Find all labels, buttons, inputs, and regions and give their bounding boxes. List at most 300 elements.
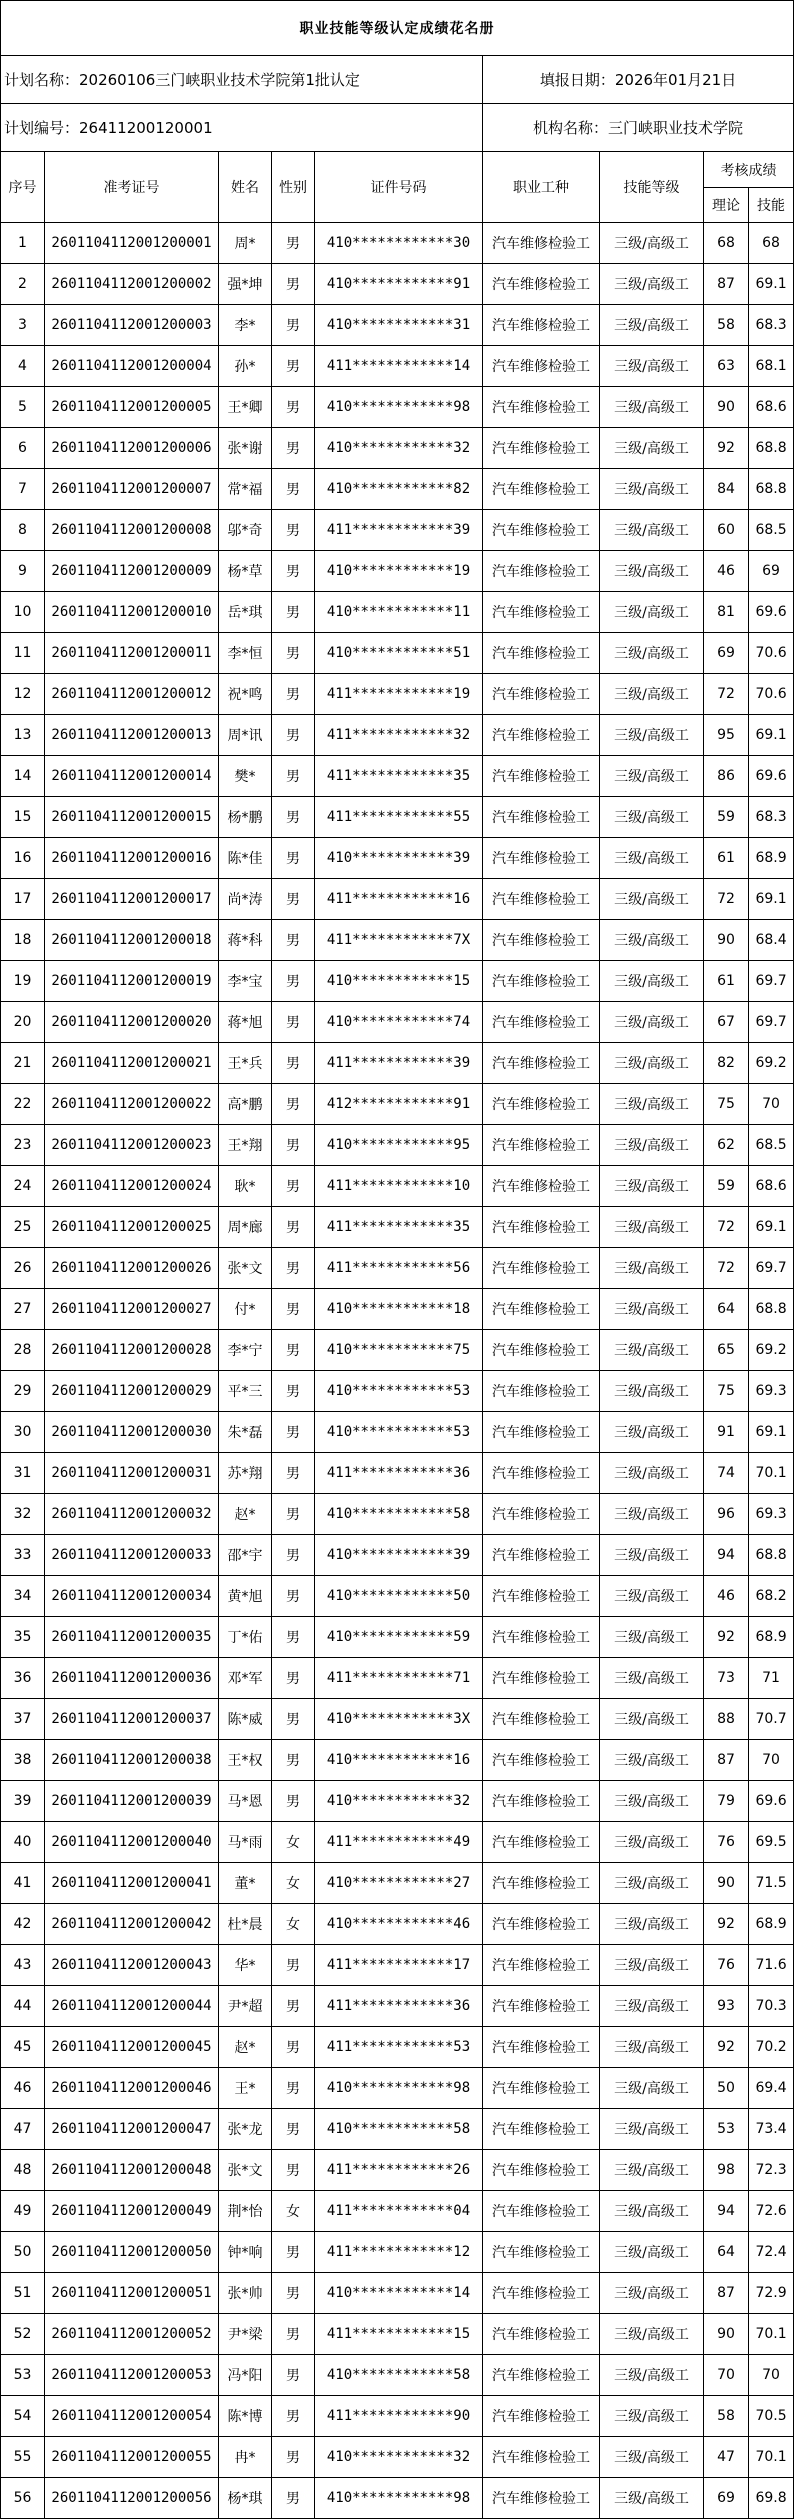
cell-skill: 68.2: [749, 1576, 794, 1617]
cell-seq: 36: [1, 1658, 45, 1699]
cell-name: 冉*: [219, 2437, 272, 2478]
cell-id-no: 410************91: [315, 264, 483, 305]
cell-level: 三级/高级工: [600, 264, 704, 305]
cell-trade: 汽车维修检验工: [483, 2027, 600, 2068]
cell-level: 三级/高级工: [600, 428, 704, 469]
cell-trade: 汽车维修检验工: [483, 1166, 600, 1207]
cell-seq: 49: [1, 2191, 45, 2232]
table-row: [1, 838, 794, 879]
cell-seq: 11: [1, 633, 45, 674]
cell-theory: 67: [704, 1002, 749, 1043]
cell-level: 三级/高级工: [600, 2027, 704, 2068]
cell-skill: 70.1: [749, 2437, 794, 2478]
cell-name: 张*文: [219, 2150, 272, 2191]
cell-id-no: 411************71: [315, 1658, 483, 1699]
cell-skill: 70.1: [749, 2314, 794, 2355]
cell-id-no: 410************53: [315, 1412, 483, 1453]
cell-theory: 58: [704, 305, 749, 346]
cell-exam-no: 2601104112001200051: [45, 2273, 219, 2314]
table-row: [1, 1125, 794, 1166]
cell-name: 邬*奇: [219, 510, 272, 551]
cell-exam-no: 2601104112001200042: [45, 1904, 219, 1945]
table-row: [1, 305, 794, 346]
cell-exam-no: 2601104112001200026: [45, 1248, 219, 1289]
table-row: [1, 592, 794, 633]
cell-level: 三级/高级工: [600, 715, 704, 756]
cell-seq: 40: [1, 1822, 45, 1863]
table-row: [1, 223, 794, 264]
cell-theory: 64: [704, 2232, 749, 2273]
cell-seq: 29: [1, 1371, 45, 1412]
cell-gender: 男: [272, 1781, 315, 1822]
cell-name: 李*宝: [219, 961, 272, 1002]
cell-gender: 女: [272, 1822, 315, 1863]
cell-level: 三级/高级工: [600, 1781, 704, 1822]
cell-name: 张*帅: [219, 2273, 272, 2314]
cell-seq: 31: [1, 1453, 45, 1494]
cell-theory: 75: [704, 1084, 749, 1125]
cell-id-no: 410************98: [315, 2068, 483, 2109]
cell-theory: 59: [704, 1166, 749, 1207]
cell-name: 邵*宇: [219, 1535, 272, 1576]
table-row: [1, 797, 794, 838]
cell-id-no: 411************49: [315, 1822, 483, 1863]
cell-id-no: 411************19: [315, 674, 483, 715]
cell-level: 三级/高级工: [600, 879, 704, 920]
table-row: [1, 469, 794, 510]
cell-seq: 54: [1, 2396, 45, 2437]
cell-skill: 70.2: [749, 2027, 794, 2068]
cell-gender: 男: [272, 2478, 315, 2519]
cell-seq: 1: [1, 223, 45, 264]
table-row: [1, 510, 794, 551]
cell-skill: 68.1: [749, 346, 794, 387]
cell-id-no: 411************14: [315, 346, 483, 387]
cell-level: 三级/高级工: [600, 1863, 704, 1904]
table-row: [1, 2478, 794, 2519]
cell-level: 三级/高级工: [600, 1248, 704, 1289]
cell-name: 张*文: [219, 1248, 272, 1289]
cell-skill: 68.6: [749, 387, 794, 428]
cell-skill: 70.3: [749, 1986, 794, 2027]
cell-trade: 汽车维修检验工: [483, 223, 600, 264]
cell-theory: 53: [704, 2109, 749, 2150]
cell-gender: 男: [272, 387, 315, 428]
cell-level: 三级/高级工: [600, 551, 704, 592]
header-skill: 技能: [749, 188, 794, 223]
cell-level: 三级/高级工: [600, 1371, 704, 1412]
cell-id-no: 410************46: [315, 1904, 483, 1945]
cell-level: 三级/高级工: [600, 1822, 704, 1863]
cell-theory: 65: [704, 1330, 749, 1371]
cell-theory: 94: [704, 1535, 749, 1576]
cell-trade: 汽车维修检验工: [483, 1494, 600, 1535]
cell-skill: 72.3: [749, 2150, 794, 2191]
cell-gender: 男: [272, 2232, 315, 2273]
cell-seq: 51: [1, 2273, 45, 2314]
cell-exam-no: 2601104112001200025: [45, 1207, 219, 1248]
cell-seq: 48: [1, 2150, 45, 2191]
cell-skill: 68.8: [749, 1289, 794, 1330]
cell-skill: 70.6: [749, 633, 794, 674]
cell-gender: 男: [272, 346, 315, 387]
cell-name: 马*恩: [219, 1781, 272, 1822]
cell-exam-no: 2601104112001200001: [45, 223, 219, 264]
cell-skill: 73.4: [749, 2109, 794, 2150]
cell-id-no: 410************16: [315, 1740, 483, 1781]
cell-theory: 92: [704, 1617, 749, 1658]
cell-gender: 男: [272, 2273, 315, 2314]
cell-exam-no: 2601104112001200037: [45, 1699, 219, 1740]
table-row: [1, 2150, 794, 2191]
table-row: [1, 2232, 794, 2273]
cell-trade: 汽车维修检验工: [483, 2068, 600, 2109]
cell-level: 三级/高级工: [600, 1125, 704, 1166]
cell-exam-no: 2601104112001200038: [45, 1740, 219, 1781]
cell-exam-no: 2601104112001200050: [45, 2232, 219, 2273]
cell-exam-no: 2601104112001200053: [45, 2355, 219, 2396]
cell-trade: 汽车维修检验工: [483, 1904, 600, 1945]
cell-gender: 男: [272, 1166, 315, 1207]
cell-name: 董*: [219, 1863, 272, 1904]
cell-skill: 69.7: [749, 961, 794, 1002]
cell-exam-no: 2601104112001200048: [45, 2150, 219, 2191]
cell-theory: 59: [704, 797, 749, 838]
cell-level: 三级/高级工: [600, 1330, 704, 1371]
cell-gender: 男: [272, 961, 315, 1002]
cell-level: 三级/高级工: [600, 1576, 704, 1617]
table-row: [1, 1986, 794, 2027]
table-row: [1, 1207, 794, 1248]
cell-level: 三级/高级工: [600, 2437, 704, 2478]
cell-trade: 汽车维修检验工: [483, 2191, 600, 2232]
cell-level: 三级/高级工: [600, 756, 704, 797]
cell-trade: 汽车维修检验工: [483, 1863, 600, 1904]
cell-seq: 56: [1, 2478, 45, 2519]
cell-trade: 汽车维修检验工: [483, 2232, 600, 2273]
cell-trade: 汽车维修检验工: [483, 2150, 600, 2191]
table-row: [1, 2437, 794, 2478]
org-name: 机构名称：三门峡职业技术学院: [483, 104, 794, 152]
cell-gender: 男: [272, 674, 315, 715]
cell-seq: 10: [1, 592, 45, 633]
cell-trade: 汽车维修检验工: [483, 1371, 600, 1412]
cell-name: 陈*佳: [219, 838, 272, 879]
cell-id-no: 411************17: [315, 1945, 483, 1986]
cell-exam-no: 2601104112001200055: [45, 2437, 219, 2478]
cell-gender: 男: [272, 1986, 315, 2027]
cell-id-no: 411************56: [315, 1248, 483, 1289]
cell-trade: 汽车维修检验工: [483, 592, 600, 633]
table-row: [1, 1248, 794, 1289]
cell-level: 三级/高级工: [600, 1289, 704, 1330]
cell-seq: 3: [1, 305, 45, 346]
cell-exam-no: 2601104112001200033: [45, 1535, 219, 1576]
cell-seq: 50: [1, 2232, 45, 2273]
cell-gender: 男: [272, 264, 315, 305]
cell-seq: 22: [1, 1084, 45, 1125]
cell-name: 杜*晨: [219, 1904, 272, 1945]
cell-level: 三级/高级工: [600, 2150, 704, 2191]
cell-level: 三级/高级工: [600, 633, 704, 674]
cell-trade: 汽车维修检验工: [483, 674, 600, 715]
cell-skill: 69.1: [749, 715, 794, 756]
cell-name: 王*翔: [219, 1125, 272, 1166]
cell-name: 邓*军: [219, 1658, 272, 1699]
cell-exam-no: 2601104112001200054: [45, 2396, 219, 2437]
cell-exam-no: 2601104112001200018: [45, 920, 219, 961]
cell-theory: 72: [704, 674, 749, 715]
cell-name: 杨*鹏: [219, 797, 272, 838]
table-row: [1, 264, 794, 305]
table-row: [1, 2109, 794, 2150]
header-trade: 职业工种: [483, 152, 600, 223]
table-row: [1, 2027, 794, 2068]
cell-seq: 16: [1, 838, 45, 879]
table-row: [1, 1576, 794, 1617]
cell-name: 蒋*旭: [219, 1002, 272, 1043]
cell-trade: 汽车维修检验工: [483, 2109, 600, 2150]
cell-trade: 汽车维修检验工: [483, 264, 600, 305]
cell-theory: 61: [704, 838, 749, 879]
cell-exam-no: 2601104112001200034: [45, 1576, 219, 1617]
header-name: 姓名: [219, 152, 272, 223]
cell-level: 三级/高级工: [600, 1945, 704, 1986]
cell-skill: 72.9: [749, 2273, 794, 2314]
cell-id-no: 410************50: [315, 1576, 483, 1617]
cell-gender: 男: [272, 223, 315, 264]
cell-seq: 38: [1, 1740, 45, 1781]
table-row: [1, 551, 794, 592]
cell-id-no: 411************36: [315, 1453, 483, 1494]
cell-trade: 汽车维修检验工: [483, 551, 600, 592]
cell-skill: 68.4: [749, 920, 794, 961]
cell-theory: 92: [704, 428, 749, 469]
cell-seq: 8: [1, 510, 45, 551]
cell-gender: 男: [272, 1289, 315, 1330]
cell-seq: 17: [1, 879, 45, 920]
cell-exam-no: 2601104112001200022: [45, 1084, 219, 1125]
header-theory: 理论: [704, 188, 749, 223]
cell-exam-no: 2601104112001200004: [45, 346, 219, 387]
cell-trade: 汽车维修检验工: [483, 469, 600, 510]
cell-name: 周*: [219, 223, 272, 264]
cell-theory: 87: [704, 2273, 749, 2314]
cell-seq: 26: [1, 1248, 45, 1289]
cell-level: 三级/高级工: [600, 2478, 704, 2519]
cell-trade: 汽车维修检验工: [483, 346, 600, 387]
cell-exam-no: 2601104112001200009: [45, 551, 219, 592]
cell-exam-no: 2601104112001200019: [45, 961, 219, 1002]
cell-name: 李*: [219, 305, 272, 346]
cell-seq: 53: [1, 2355, 45, 2396]
cell-id-no: 410************39: [315, 1535, 483, 1576]
table-row: [1, 1166, 794, 1207]
cell-id-no: 410************58: [315, 2355, 483, 2396]
cell-gender: 男: [272, 305, 315, 346]
table-row: [1, 1453, 794, 1494]
cell-seq: 30: [1, 1412, 45, 1453]
table-body: [1, 223, 794, 2519]
cell-exam-no: 2601104112001200044: [45, 1986, 219, 2027]
cell-seq: 2: [1, 264, 45, 305]
cell-skill: 68.6: [749, 1166, 794, 1207]
cell-trade: 汽车维修检验工: [483, 1002, 600, 1043]
table-row: [1, 961, 794, 1002]
cell-theory: 60: [704, 510, 749, 551]
cell-gender: 男: [272, 1740, 315, 1781]
cell-name: 杨*琪: [219, 2478, 272, 2519]
cell-level: 三级/高级工: [600, 1740, 704, 1781]
cell-theory: 76: [704, 1822, 749, 1863]
cell-theory: 90: [704, 2314, 749, 2355]
table-row: [1, 2314, 794, 2355]
cell-theory: 69: [704, 2478, 749, 2519]
cell-id-no: 410************32: [315, 1781, 483, 1822]
cell-level: 三级/高级工: [600, 1699, 704, 1740]
cell-gender: 男: [272, 1494, 315, 1535]
cell-exam-no: 2601104112001200029: [45, 1371, 219, 1412]
report-date: 填报日期：2026年01月21日: [483, 56, 794, 104]
cell-theory: 95: [704, 715, 749, 756]
cell-level: 三级/高级工: [600, 1617, 704, 1658]
cell-gender: 男: [272, 838, 315, 879]
cell-gender: 男: [272, 1084, 315, 1125]
cell-gender: 男: [272, 756, 315, 797]
cell-id-no: 410************59: [315, 1617, 483, 1658]
cell-gender: 男: [272, 2437, 315, 2478]
cell-exam-no: 2601104112001200052: [45, 2314, 219, 2355]
cell-exam-no: 2601104112001200043: [45, 1945, 219, 1986]
table-row: [1, 428, 794, 469]
cell-level: 三级/高级工: [600, 838, 704, 879]
cell-trade: 汽车维修检验工: [483, 1043, 600, 1084]
cell-exam-no: 2601104112001200017: [45, 879, 219, 920]
cell-level: 三级/高级工: [600, 674, 704, 715]
plan-number: 计划编号：26411200120001: [1, 104, 483, 152]
cell-name: 李*宁: [219, 1330, 272, 1371]
cell-trade: 汽车维修检验工: [483, 1740, 600, 1781]
cell-level: 三级/高级工: [600, 2109, 704, 2150]
cell-theory: 90: [704, 387, 749, 428]
cell-gender: 男: [272, 879, 315, 920]
table-row: [1, 879, 794, 920]
cell-skill: 69.6: [749, 1781, 794, 1822]
cell-gender: 男: [272, 633, 315, 674]
cell-id-no: 411************26: [315, 2150, 483, 2191]
cell-name: 张*谢: [219, 428, 272, 469]
cell-theory: 68: [704, 223, 749, 264]
cell-name: 高*鹏: [219, 1084, 272, 1125]
cell-skill: 68.8: [749, 428, 794, 469]
cell-gender: 男: [272, 2396, 315, 2437]
cell-skill: 68.8: [749, 469, 794, 510]
cell-trade: 汽车维修检验工: [483, 1658, 600, 1699]
cell-exam-no: 2601104112001200012: [45, 674, 219, 715]
cell-name: 赵*: [219, 1494, 272, 1535]
cell-gender: 男: [272, 1535, 315, 1576]
cell-theory: 70: [704, 2355, 749, 2396]
cell-exam-no: 2601104112001200008: [45, 510, 219, 551]
cell-skill: 68.8: [749, 1535, 794, 1576]
cell-gender: 男: [272, 1207, 315, 1248]
cell-name: 岳*琪: [219, 592, 272, 633]
table-row: [1, 1084, 794, 1125]
cell-exam-no: 2601104112001200035: [45, 1617, 219, 1658]
cell-theory: 72: [704, 1207, 749, 1248]
cell-skill: 70.1: [749, 1453, 794, 1494]
cell-name: 荆*怡: [219, 2191, 272, 2232]
cell-skill: 69.7: [749, 1248, 794, 1289]
cell-theory: 74: [704, 1453, 749, 1494]
cell-skill: 69.7: [749, 1002, 794, 1043]
cell-exam-no: 2601104112001200021: [45, 1043, 219, 1084]
cell-id-no: 410************14: [315, 2273, 483, 2314]
table-row: [1, 715, 794, 756]
cell-seq: 9: [1, 551, 45, 592]
cell-id-no: 411************12: [315, 2232, 483, 2273]
cell-name: 陈*博: [219, 2396, 272, 2437]
cell-theory: 72: [704, 1248, 749, 1289]
cell-theory: 62: [704, 1125, 749, 1166]
cell-trade: 汽车维修检验工: [483, 1986, 600, 2027]
cell-gender: 男: [272, 1043, 315, 1084]
cell-skill: 69.1: [749, 879, 794, 920]
cell-skill: 69.4: [749, 2068, 794, 2109]
cell-level: 三级/高级工: [600, 305, 704, 346]
cell-exam-no: 2601104112001200014: [45, 756, 219, 797]
cell-id-no: 410************27: [315, 1863, 483, 1904]
cell-exam-no: 2601104112001200023: [45, 1125, 219, 1166]
cell-exam-no: 2601104112001200045: [45, 2027, 219, 2068]
header-gender: 性别: [272, 152, 315, 223]
cell-exam-no: 2601104112001200041: [45, 1863, 219, 1904]
cell-theory: 61: [704, 961, 749, 1002]
table-row: [1, 1535, 794, 1576]
cell-gender: 男: [272, 2109, 315, 2150]
cell-id-no: 411************15: [315, 2314, 483, 2355]
cell-id-no: 411************39: [315, 1043, 483, 1084]
cell-seq: 43: [1, 1945, 45, 1986]
table-row: [1, 633, 794, 674]
cell-seq: 13: [1, 715, 45, 756]
cell-skill: 68.3: [749, 797, 794, 838]
cell-skill: 71.5: [749, 1863, 794, 1904]
table-row: [1, 2273, 794, 2314]
cell-trade: 汽车维修检验工: [483, 2478, 600, 2519]
cell-theory: 72: [704, 879, 749, 920]
cell-skill: 69.2: [749, 1043, 794, 1084]
cell-gender: 男: [272, 551, 315, 592]
cell-level: 三级/高级工: [600, 1904, 704, 1945]
cell-gender: 男: [272, 1002, 315, 1043]
cell-theory: 84: [704, 469, 749, 510]
cell-id-no: 411************7X: [315, 920, 483, 961]
cell-gender: 男: [272, 1371, 315, 1412]
cell-exam-no: 2601104112001200011: [45, 633, 219, 674]
table-row: [1, 2355, 794, 2396]
cell-skill: 71.6: [749, 1945, 794, 1986]
cell-name: 丁*佑: [219, 1617, 272, 1658]
cell-skill: 69.5: [749, 1822, 794, 1863]
cell-name: 尚*涛: [219, 879, 272, 920]
cell-name: 蒋*科: [219, 920, 272, 961]
cell-id-no: 410************75: [315, 1330, 483, 1371]
cell-level: 三级/高级工: [600, 2068, 704, 2109]
cell-level: 三级/高级工: [600, 346, 704, 387]
cell-skill: 69.6: [749, 592, 794, 633]
cell-theory: 94: [704, 2191, 749, 2232]
